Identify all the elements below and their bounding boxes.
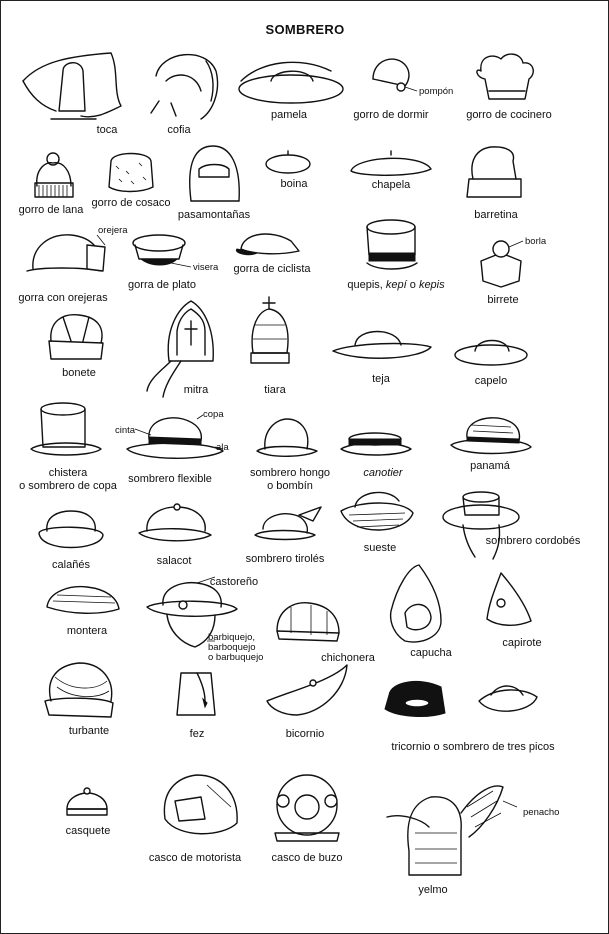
capelo-drawing	[455, 341, 527, 366]
sombrero-cordobes-drawing	[443, 492, 519, 559]
teja-drawing	[333, 332, 431, 359]
label-barretina: barretina	[474, 209, 518, 221]
bonete-drawing	[49, 315, 103, 359]
capucha-drawing	[391, 565, 441, 642]
label-fez: fez	[189, 728, 205, 740]
label-teja: teja	[372, 373, 390, 385]
panama-drawing	[451, 418, 531, 454]
label-chichonera: chichonera	[321, 652, 375, 664]
casquete-drawing	[67, 788, 107, 815]
cofia-drawing	[151, 55, 218, 119]
turbante-drawing	[45, 663, 113, 717]
pasamontanas-drawing	[190, 146, 240, 201]
barretina-drawing	[467, 147, 521, 197]
toca-drawing	[23, 53, 121, 119]
label-bicornio: bicornio	[285, 728, 325, 740]
label-quepis	[347, 279, 444, 292]
label-quepis-b: kepí	[385, 279, 407, 291]
sombrero-flexible-drawing	[127, 415, 223, 458]
label-ala: ala	[216, 442, 229, 453]
label-bonete: bonete	[62, 367, 96, 379]
label-sueste: sueste	[363, 542, 397, 554]
label-mitra: mitra	[183, 384, 209, 396]
yelmo-drawing	[387, 786, 517, 875]
canotier-drawing	[341, 433, 411, 455]
label-canotier	[363, 467, 402, 480]
label-gorro-cosaco: gorro de cosaco	[91, 197, 171, 209]
label-gorro-cocinero: gorro de cocinero	[466, 109, 552, 121]
bicornio-drawing	[267, 665, 347, 715]
label-barbiquejo-3: o barbuquejo	[208, 652, 264, 663]
label-orejera: orejera	[98, 225, 128, 236]
label-borla: borla	[525, 236, 547, 247]
label-casco-motorista: casco de motorista	[148, 852, 242, 864]
label-sombrero-cordobes: sombrero cordobés	[485, 535, 581, 547]
birrete-drawing	[481, 241, 523, 287]
label-cinta: cinta	[115, 425, 136, 436]
label-castoreno: castoreño	[209, 576, 259, 588]
label-barbiquejo-2: barboquejo	[208, 642, 256, 653]
casco-motorista-drawing	[164, 775, 237, 834]
label-gorra-ciclista: gorra de ciclista	[233, 263, 311, 275]
label-calanes: calañés	[52, 559, 90, 571]
label-birrete: birrete	[487, 294, 519, 306]
label-quepis-c: o	[406, 279, 419, 291]
label-panama: panamá	[470, 460, 510, 472]
tiara-drawing	[251, 297, 289, 363]
gorro-lana-drawing	[35, 153, 73, 197]
label-turbante: turbante	[68, 725, 110, 737]
gorra-plato-drawing	[133, 235, 191, 267]
label-sombrero-hongo: sombrero hongo	[249, 467, 331, 479]
chapela-drawing	[351, 151, 431, 175]
quepis-drawing	[367, 220, 417, 269]
label-capucha: capucha	[410, 647, 452, 659]
label-toca: toca	[96, 124, 118, 136]
tricornio-drawing	[385, 681, 537, 716]
gorro-cocinero-drawing	[477, 54, 533, 99]
sombrero-tiroles-drawing	[255, 507, 321, 540]
label-pasamontanas: pasamontañas	[177, 209, 251, 221]
sombrero-hongo-drawing	[257, 419, 317, 456]
label-canotier-text: canotier	[363, 467, 403, 479]
boina-drawing	[266, 151, 310, 173]
label-gorra-orejeras: gorra con orejeras	[18, 292, 108, 304]
label-sombrero-tiroles: sombrero tirolés	[245, 553, 325, 565]
gorro-dormir-drawing	[373, 59, 417, 91]
pamela-drawing	[239, 62, 343, 103]
label-gorra-plato: gorra de plato	[128, 279, 196, 291]
label-barbiquejo-1: barbiquejo,	[208, 632, 256, 643]
label-casquete: casquete	[65, 825, 111, 837]
label-visera: visera	[193, 262, 219, 273]
label-boina: boina	[280, 178, 308, 190]
label-salacot: salacot	[156, 555, 192, 567]
label-chapela: chapela	[371, 179, 411, 191]
label-yelmo: yelmo	[418, 884, 448, 896]
sueste-drawing	[341, 492, 413, 530]
label-bombin: o bombín	[267, 480, 313, 492]
label-sombrero-flexible: sombrero flexible	[128, 473, 212, 485]
casco-buzo-drawing	[275, 775, 339, 841]
salacot-drawing	[139, 504, 211, 541]
label-capelo: capelo	[474, 375, 508, 387]
label-casco-buzo: casco de buzo	[271, 852, 343, 864]
label-cofia: cofia	[167, 124, 191, 136]
gorra-orejeras-drawing	[27, 235, 105, 271]
label-penacho: penacho	[523, 807, 560, 818]
label-gorro-dormir: gorro de dormir	[353, 109, 429, 121]
label-capirote: capirote	[502, 637, 542, 649]
label-tricornio: tricornio o sombrero de tres picos	[391, 741, 555, 753]
chistera-drawing	[31, 403, 101, 455]
gorra-ciclista-drawing	[236, 234, 299, 255]
label-quepis-d: kepis	[418, 279, 445, 291]
label-montera: montera	[66, 625, 108, 637]
label-copa: copa	[203, 409, 224, 420]
fez-drawing	[177, 673, 215, 715]
label-quepis-a: quepis,	[347, 279, 386, 291]
gorro-cosaco-drawing	[109, 154, 153, 192]
montera-drawing	[47, 587, 119, 614]
label-gorro-lana: gorro de lana	[18, 204, 84, 216]
mitra-drawing	[147, 301, 213, 397]
label-tiara: tiara	[264, 384, 286, 396]
label-chistera: chistera	[48, 467, 88, 479]
page-title: SOMBRERO	[265, 22, 345, 37]
chichonera-drawing	[277, 603, 339, 641]
calanes-drawing	[39, 511, 103, 548]
label-sombrero-copa: o sombrero de copa	[19, 480, 117, 492]
label-pompon: pompón	[419, 86, 454, 97]
label-pamela: pamela	[270, 109, 308, 121]
capirote-drawing	[487, 573, 531, 625]
